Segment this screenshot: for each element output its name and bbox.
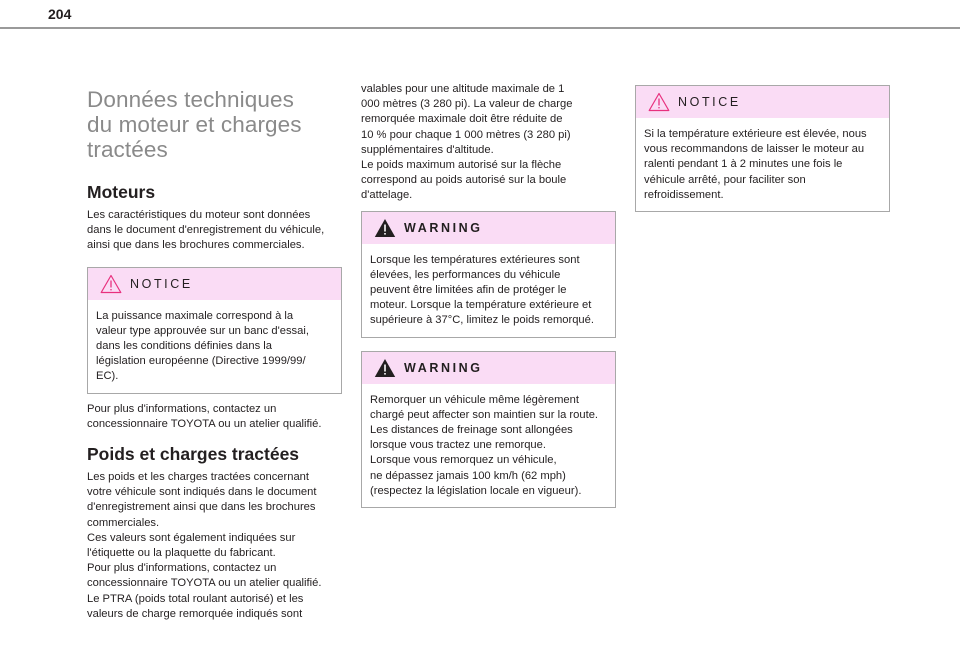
warning-triangle-solid-icon bbox=[374, 218, 396, 238]
warning-text: Lorsque les températures extérieures sont élevées, les performances du véhicule peuvent être limitées afin de protéger le moteur. Lorsque la température extérieure et supérieure à 37°C, limitez le poids remorqué. bbox=[370, 253, 594, 327]
page-number: 204 bbox=[48, 6, 72, 22]
poids-paragraph: Les poids et les charges tractées concernant votre véhicule sont indiqués dans le document d'enregistrement ainsi que dans les brochures commerciales. Ces valeurs sont également indiquées sur l'étiquette ou la plaquette du fabricant. Pour plus d'informations, contactez un concessionnaire TOYOTA ou un atelier qualifié. Le PTRA (poids total roulant autorisé) et les valeurs de charge remorquée indiqués sont bbox=[87, 471, 322, 620]
poids-heading: Poids et charges tractées bbox=[87, 444, 300, 465]
notice-callout-2 bbox=[635, 85, 890, 212]
warning-label: WARNING bbox=[404, 360, 483, 375]
notice-body bbox=[88, 300, 341, 393]
page-title: Données techniques du moteur et charges tractées bbox=[87, 87, 302, 162]
warning-header bbox=[362, 212, 615, 244]
notice-text: La puissance maximale correspond à la valeur type approuvée sur un banc d'essai, dans les conditions définies dans la législation européenne (Directive 1999/99/ EC). bbox=[96, 309, 309, 383]
warning-body bbox=[362, 244, 615, 337]
warning-text: Remorquer un véhicule même légèrement chargé peut affecter son maintien sur la route. Les distances de freinage sont allongées lorsque vous tractez une remorque. Lorsque vous remorquez un véhicule, ne dépassez jamais 100 km/h (62 mph) (respectez la législation locale en vigueur). bbox=[370, 393, 599, 497]
warning-callout-2 bbox=[361, 351, 616, 508]
notice-body bbox=[636, 118, 889, 211]
moteurs-heading: Moteurs bbox=[87, 182, 156, 202]
contact-paragraph: Pour plus d'informations, contactez un concessionnaire TOYOTA ou un atelier qualifié. bbox=[87, 402, 322, 430]
column-1 bbox=[87, 87, 341, 622]
notice-header bbox=[636, 86, 889, 118]
warning-callout-1 bbox=[361, 211, 616, 338]
warning-label: WARNING bbox=[404, 220, 483, 235]
notice-label: NOTICE bbox=[678, 95, 741, 109]
column-3 bbox=[635, 85, 889, 212]
warning-triangle-outline-icon bbox=[648, 92, 670, 112]
notice-text: Si la température extérieure est élevée, nous vous recommandons de laisser le moteur au ralenti pendant 1 à 2 minutes une fois le véhicule arrêté, pour faciliter son refroidissement. bbox=[644, 128, 867, 201]
warning-body bbox=[362, 384, 615, 507]
notice-callout-1 bbox=[87, 267, 342, 394]
continuation-paragraph: valables pour une altitude maximale de 1 000 mètres (3 280 pi). La valeur de charge remorquée maximale doit être réduite de 10 % pour chaque 1 000 mètres (3 280 pi) supplémentaires d'altitude. Le poids maximum autorisé sur la flèche correspond au poids autorisé sur la boule d'attelage. bbox=[361, 83, 573, 202]
warning-header bbox=[362, 352, 615, 384]
header-divider bbox=[0, 27, 960, 29]
warning-triangle-outline-icon bbox=[100, 274, 122, 294]
notice-label: NOTICE bbox=[130, 276, 193, 291]
moteurs-paragraph: Les caractéristiques du moteur sont données dans le document d'enregistrement du véhicule, ainsi que dans les brochures commerciales. bbox=[87, 209, 325, 252]
column-2 bbox=[361, 82, 615, 508]
notice-header bbox=[88, 268, 341, 300]
warning-triangle-solid-icon bbox=[374, 358, 396, 378]
